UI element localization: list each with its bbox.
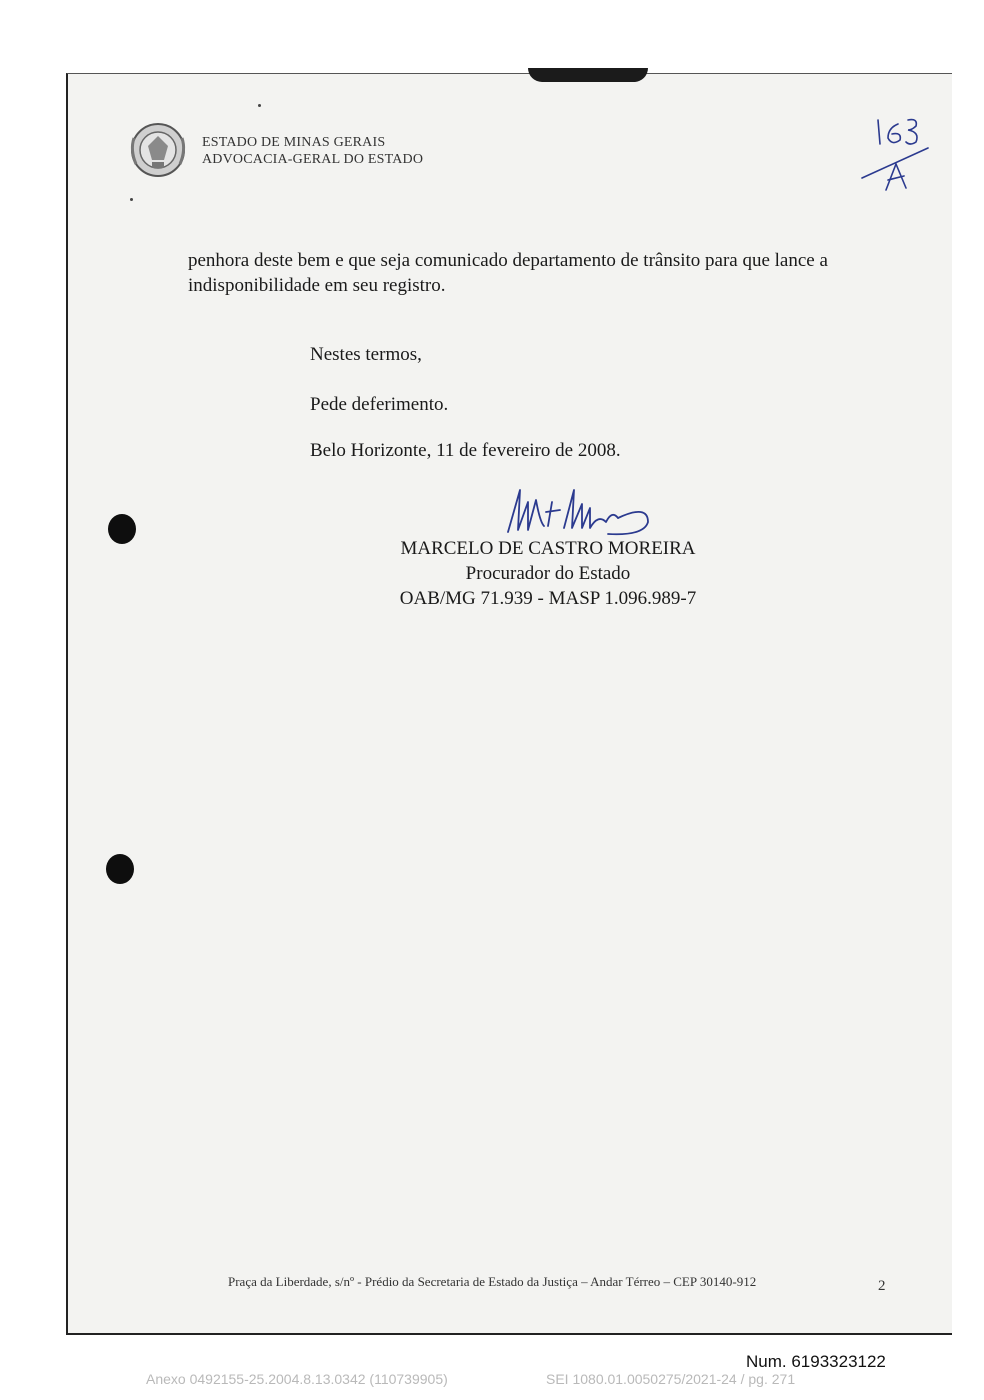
- scan-speck: [258, 104, 261, 107]
- letterhead-agency: ADVOCACIA-GERAL DO ESTADO: [202, 152, 424, 167]
- letterhead-state: ESTADO DE MINAS GERAIS: [202, 135, 386, 150]
- document-number-stamp: Num. 6193323122: [746, 1352, 886, 1371]
- signatory-name: MARCELO DE CASTRO MOREIRA: [400, 538, 696, 559]
- footer-address: Praça da Liberdade, s/nº - Prédio da Secretaria de Estado da Justiça – Andar Térreo – CEP 30140-912: [228, 1274, 757, 1289]
- letterhead: [202, 134, 423, 168]
- signatory-title: Procurador do Estado: [465, 563, 631, 584]
- sei-reference: SEI 1080.01.0050275/2021-24 / pg. 271: [546, 1371, 796, 1387]
- state-coat-of-arms-icon: [128, 118, 188, 182]
- closing-terms: Nestes termos,: [310, 344, 422, 365]
- annex-reference: Anexo 0492155-25.2004.8.13.0342 (110739905): [146, 1371, 448, 1387]
- scanned-page: [66, 73, 952, 1335]
- body-paragraph: penhora deste bem e que seja comunicado departamento de trânsito para que lance a indisponibilidade em seu registro.: [188, 250, 828, 296]
- signatory-registration: OAB/MG 71.939 - MASP 1.096.989-7: [399, 588, 697, 609]
- signature-block: [378, 536, 718, 611]
- punch-hole: [106, 854, 134, 884]
- binder-notch: [528, 68, 648, 82]
- place-and-date: Belo Horizonte, 11 de fevereiro de 2008.: [310, 440, 621, 461]
- page-number: 2: [878, 1278, 886, 1294]
- scan-speck: [130, 198, 133, 201]
- closing-request: Pede deferimento.: [310, 394, 449, 415]
- punch-hole: [108, 514, 136, 544]
- handwritten-folio-number: [858, 114, 938, 194]
